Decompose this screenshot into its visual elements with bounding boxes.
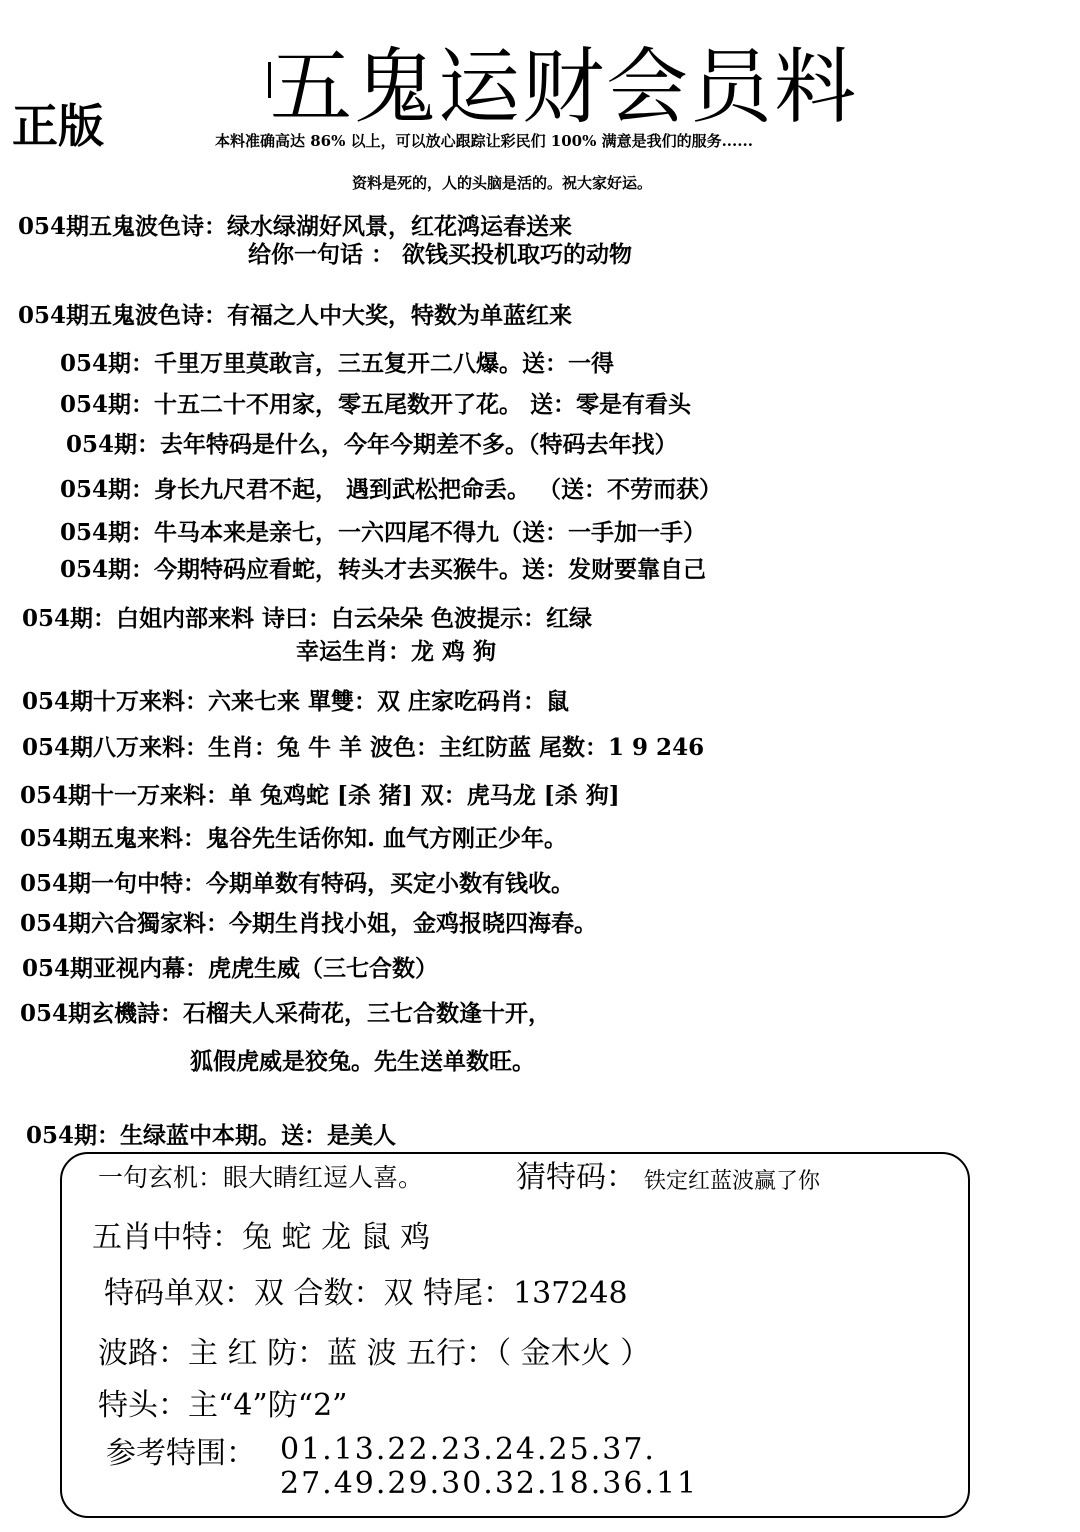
guess-value: 铁定红蓝波赢了你 xyxy=(644,1169,821,1194)
wave-line: 波路：主 红 防：蓝 波 五行：（ 金木火 ） xyxy=(98,1336,651,1371)
riddle-line: 一句玄机：眼大睛红逗人喜。 xyxy=(98,1163,424,1192)
odd-even-line: 特码单双：双 合数：双 特尾：137248 xyxy=(104,1276,628,1311)
line-13: 054期八万来料：生肖：兔 牛 羊 波色：主红防蓝 尾数：1 9 246 xyxy=(22,734,705,761)
line-6: 054期：去年特码是什么，今年今期差不多。（特码去年找） xyxy=(66,431,678,458)
line-17: 054期六合獨家料：今期生肖找小姐，金鸡报晓四海春。 xyxy=(20,910,598,937)
line-15: 054期五鬼来料：鬼谷先生话你知. 血气方刚正少年。 xyxy=(20,825,568,852)
line-7: 054期：身长九尺君不起， 遇到武松把命丢。 （送：不劳而获） xyxy=(60,476,723,503)
line-10: 054期：白姐内部来料 诗曰：白云朵朵 色波提示：红绿 xyxy=(22,605,593,632)
five-zodiac-line: 五肖中特：兔 蛇 龙 鼠 鸡 xyxy=(92,1220,431,1255)
line-14: 054期十一万来料：单 兔鸡蛇 [杀 猪] 双：虎马龙 [杀 狗] xyxy=(20,782,620,809)
luck-notice: 资料是死的，人的头脑是活的。祝大家好运。 xyxy=(352,174,653,192)
reference-label: 参考特围： xyxy=(106,1436,256,1471)
line-5: 054期：十五二十不用家，零五尾数开了花。 送：零是有看头 xyxy=(60,391,692,418)
accuracy-notice: 本料准确高达 86% 以上，可以放心跟踪让彩民们 100% 满意是我们的服务...... xyxy=(215,132,753,150)
line-16: 054期一句中特：今期单数有特码，买定小数有钱收。 xyxy=(20,870,575,897)
line-4: 054期：千里万里莫敢言，三五复开二八爆。送：一得 xyxy=(60,350,615,377)
line-21: 054期：生绿蓝中本期。送：是美人 xyxy=(26,1122,397,1149)
page-title: 五鬼运财会员料 xyxy=(270,40,859,135)
line-9: 054期：今期特码应看蛇，转头才去买猴牛。送：发财要靠自己 xyxy=(60,556,707,583)
line-1: 054期五鬼波色诗：绿水绿湖好风景，红花鸿运春送来 xyxy=(18,213,573,240)
edition-badge: 正版 xyxy=(12,99,104,153)
reference-numbers-1: 01.13.22.23.24.25.37. xyxy=(280,1432,656,1467)
line-2: 给你一句话 ： 欲钱买投机取巧的动物 xyxy=(248,241,633,268)
line-12: 054期十万来料：六来七来 單雙：双 庄家吃码肖：鼠 xyxy=(22,688,570,715)
line-19: 054期玄機詩：石榴夫人采荷花，三七合数逢十开， xyxy=(20,1000,552,1027)
line-8: 054期：牛马本来是亲七，一六四尾不得九（送：一手加一手） xyxy=(60,519,707,546)
head-line: 特头：主“4”防“2” xyxy=(98,1388,348,1423)
line-3: 054期五鬼波色诗：有福之人中大奖，特数为单蓝红来 xyxy=(18,302,573,329)
reference-numbers-2: 27.49.29.30.32.18.36.11 xyxy=(280,1466,699,1501)
line-18: 054期亚视内幕：虎虎生威（三七合数） xyxy=(22,955,439,982)
line-11: 幸运生肖：龙 鸡 狗 xyxy=(296,638,497,665)
guess-label: 猜特码： xyxy=(516,1160,636,1195)
line-20: 狐假虎威是狡兔。先生送单数旺。 xyxy=(190,1048,535,1075)
